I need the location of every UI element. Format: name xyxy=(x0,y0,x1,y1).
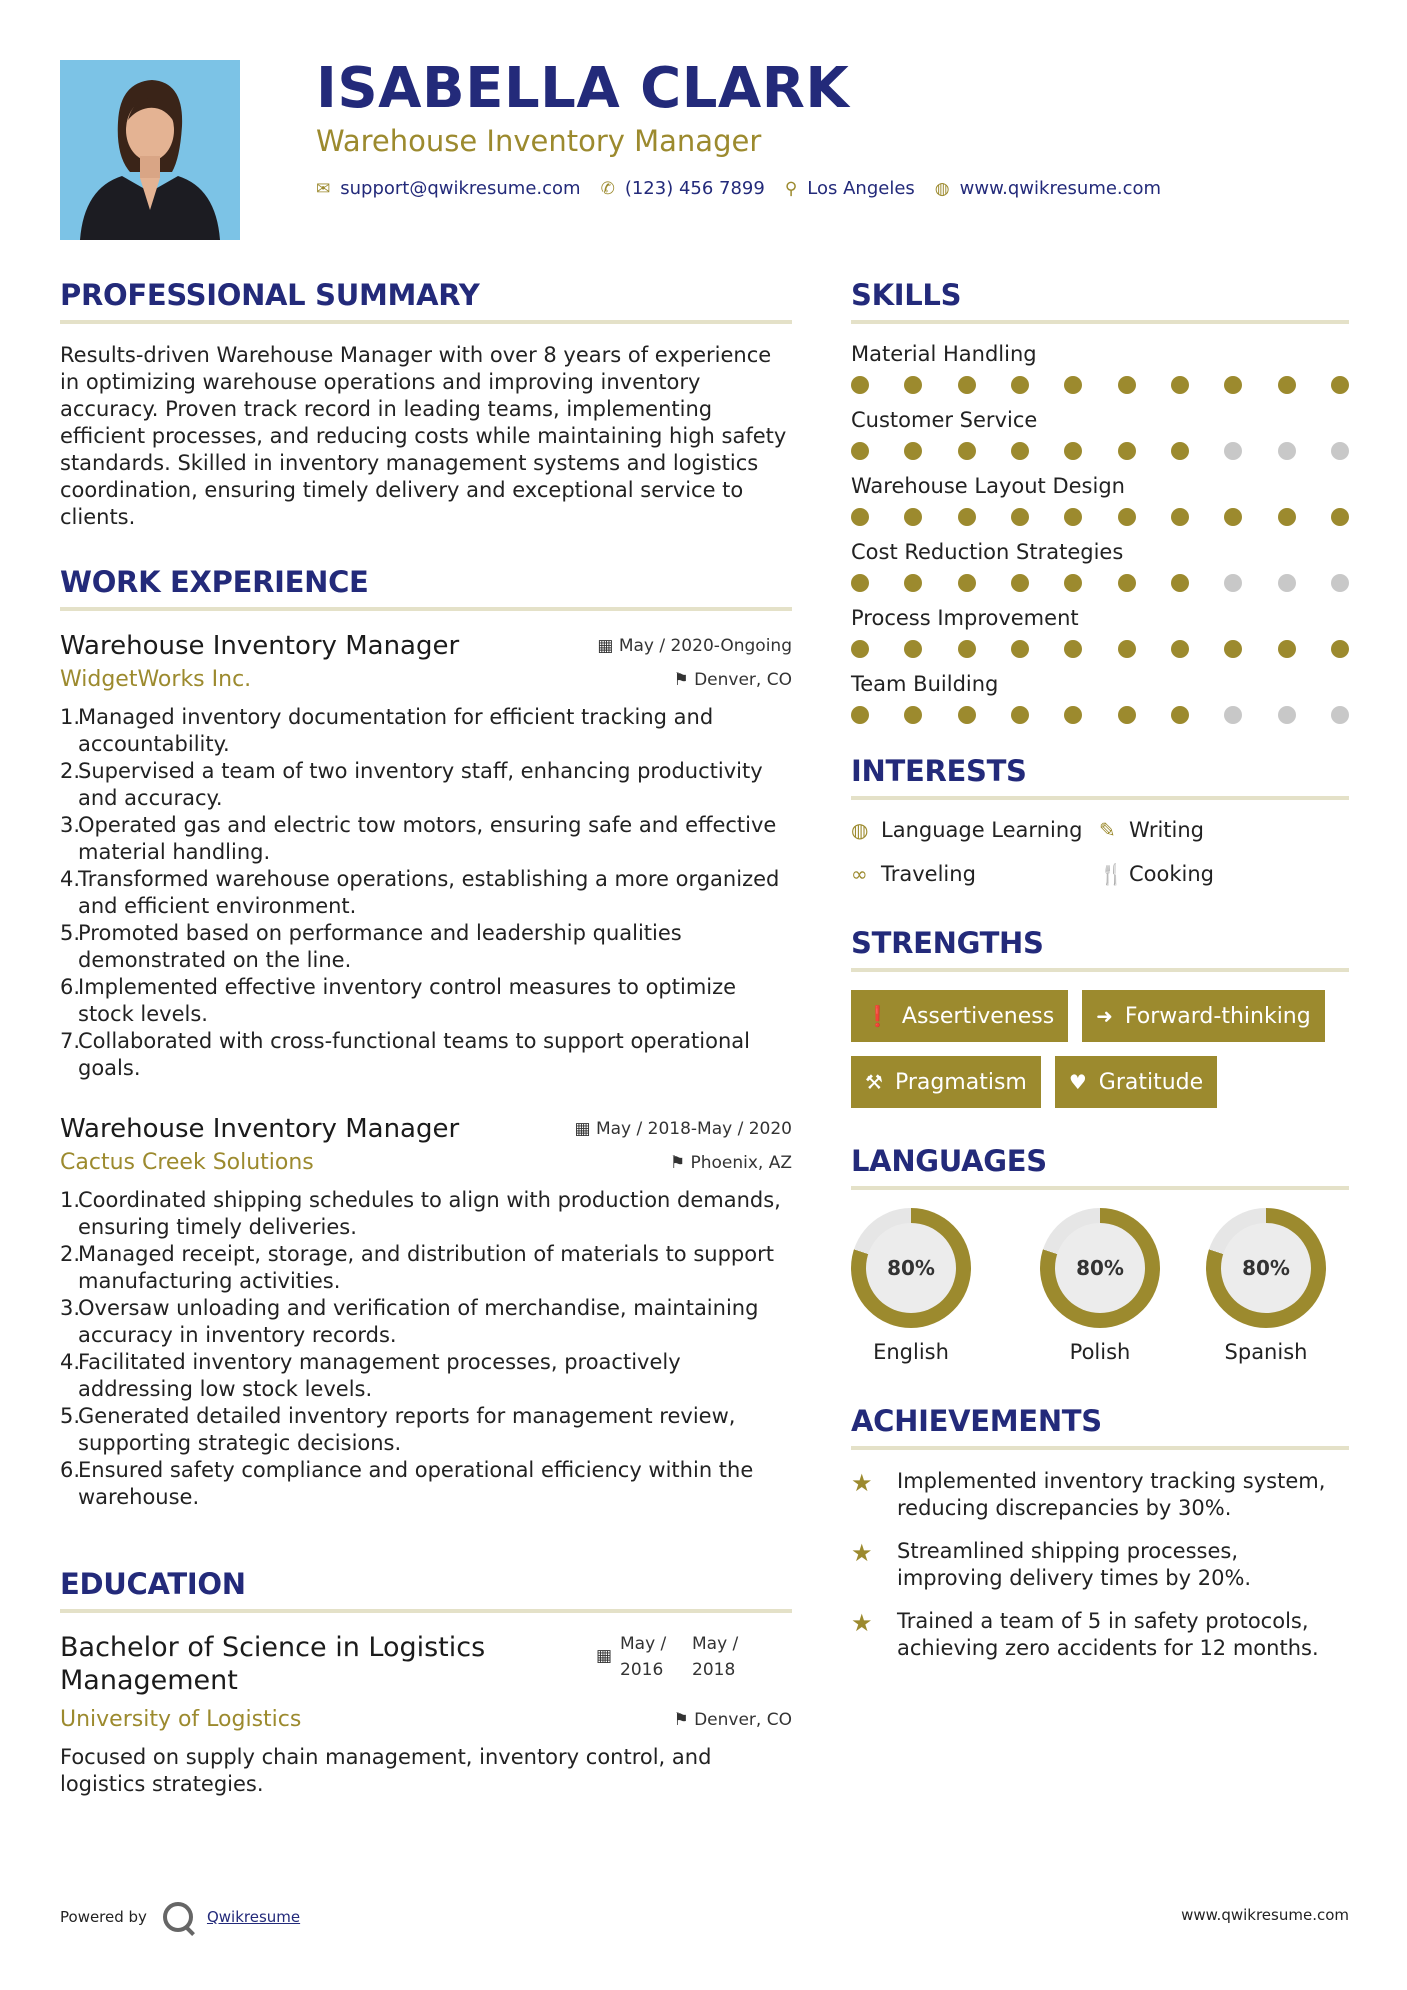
summary-heading: PROFESSIONAL SUMMARY xyxy=(60,278,792,324)
globe-icon: ◍ xyxy=(851,818,869,842)
education-location-text: Denver, CO xyxy=(694,1709,792,1730)
strength-badge xyxy=(851,990,1068,1042)
skill-dot xyxy=(1278,508,1296,526)
skill-dot xyxy=(1118,574,1136,592)
skill-dot xyxy=(1224,442,1242,460)
school-name: University of Logistics xyxy=(60,1707,302,1732)
job-dates xyxy=(575,1112,793,1140)
arrow-right-icon: ➜ xyxy=(1096,1004,1113,1028)
language-percent: 80% xyxy=(866,1223,956,1313)
skill-name: Customer Service xyxy=(851,408,1038,432)
achievement-item xyxy=(851,1468,1349,1522)
languages-heading: LANGUAGES xyxy=(851,1144,1349,1190)
list-item: Operated gas and electric tow motors, ensuring safe and effective material handling. xyxy=(78,813,777,864)
skill-dot xyxy=(1331,640,1349,658)
skill-dot xyxy=(1118,442,1136,460)
skill-rating xyxy=(851,442,1349,460)
language-ring xyxy=(851,1208,971,1328)
language-name: English xyxy=(873,1340,949,1364)
heart-icon: ♥ xyxy=(1068,1070,1087,1094)
skill-item xyxy=(851,474,1349,526)
skill-name: Warehouse Layout Design xyxy=(851,474,1125,498)
list-item: Oversaw unloading and verification of merchandise, maintaining accuracy in inventory records. xyxy=(78,1296,759,1347)
skill-dot xyxy=(1064,442,1082,460)
language-percent: 80% xyxy=(1221,1223,1311,1313)
job-dates-text: May / 2018-May / 2020 xyxy=(595,1119,792,1139)
skill-dot xyxy=(904,640,922,658)
language-name: Spanish xyxy=(1224,1340,1308,1364)
contact-location: Los Angeles xyxy=(807,178,915,199)
experience-heading: WORK EXPERIENCE xyxy=(60,565,792,611)
achievement-item xyxy=(851,1538,1349,1592)
skill-dot xyxy=(1064,574,1082,592)
skill-dot xyxy=(1064,376,1082,394)
candidate-name: ISABELLA CLARK xyxy=(316,56,850,121)
skill-dot xyxy=(1224,508,1242,526)
skill-dot xyxy=(1011,376,1029,394)
interest-item xyxy=(1099,862,1349,886)
calendar-icon: ▦ xyxy=(574,1119,596,1139)
strength-badge xyxy=(1082,990,1325,1042)
skill-dot xyxy=(1171,508,1189,526)
skill-dot xyxy=(1278,640,1296,658)
strength-badge xyxy=(851,1056,1041,1108)
skill-dot xyxy=(1224,706,1242,724)
skill-dot xyxy=(1278,706,1296,724)
job-entry xyxy=(60,1112,792,1511)
skill-item xyxy=(851,540,1349,592)
skill-dot xyxy=(904,706,922,724)
interest-label: Language Learning xyxy=(881,818,1083,842)
interests-heading: INTERESTS xyxy=(851,754,1349,800)
skill-dot xyxy=(851,574,869,592)
pushpin-icon: ⚑ xyxy=(669,1152,691,1173)
phone-icon: ✆ xyxy=(600,178,615,199)
pushpin-icon: ⚑ xyxy=(673,669,695,690)
skill-item xyxy=(851,672,1349,724)
footer-powered xyxy=(60,1902,300,1932)
portrait-image xyxy=(60,60,240,240)
contact-website[interactable]: www.qwikresume.com xyxy=(959,178,1162,199)
exclamation-circle-icon: ❗ xyxy=(865,1004,890,1028)
calendar-icon: ▦ xyxy=(597,636,619,656)
skill-item xyxy=(851,342,1349,394)
language-percent: 80% xyxy=(1055,1223,1145,1313)
skill-dot xyxy=(1064,706,1082,724)
brand-link[interactable]: Qwikresume xyxy=(206,1908,301,1926)
skill-dot xyxy=(1064,508,1082,526)
hammer-icon: ⚒ xyxy=(865,1070,883,1094)
summary-text: Results-driven Warehouse Manager with over 8 years of experience in optimizing warehouse operations and improving inventory accuracy. Proven track record in leading teams, implementing efficient processes, and reducing costs while maintaining high safety standards. Skilled in inventory management systems and logistics coordination, ensuring timely delivery and exceptional service to clients. xyxy=(60,343,787,529)
language-item xyxy=(851,1208,1017,1364)
job-location xyxy=(673,670,792,690)
achievement-text: Trained a team of 5 in safety protocols, achieving zero accidents for 12 months. xyxy=(897,1609,1319,1660)
skill-dot xyxy=(851,442,869,460)
education-heading: EDUCATION xyxy=(60,1567,792,1613)
interest-label: Traveling xyxy=(881,862,976,886)
skill-dot xyxy=(904,442,922,460)
skill-dot xyxy=(1171,376,1189,394)
skill-dot xyxy=(958,376,976,394)
star-icon: ★ xyxy=(851,1539,873,1567)
skill-rating xyxy=(851,508,1349,526)
list-item: Transformed warehouse operations, establishing a more organized and efficient environment. xyxy=(78,867,780,918)
strength-label: Pragmatism xyxy=(894,1069,1027,1095)
list-item: Supervised a team of two inventory staff, enhancing productivity and accuracy. xyxy=(78,759,763,810)
education-end: May / 2018 xyxy=(692,1634,739,1680)
skill-name: Process Improvement xyxy=(851,606,1079,630)
skill-dot xyxy=(1171,442,1189,460)
contact-bar xyxy=(316,178,1181,199)
interest-item xyxy=(851,862,1099,886)
qwikresume-logo-icon xyxy=(163,1902,193,1932)
powered-by-text: Powered by xyxy=(60,1908,147,1926)
languages-list xyxy=(851,1208,1349,1364)
skill-dot xyxy=(1011,574,1029,592)
skill-dot xyxy=(851,706,869,724)
job-location xyxy=(670,1153,792,1173)
skill-item xyxy=(851,408,1349,460)
skill-name: Cost Reduction Strategies xyxy=(851,540,1124,564)
pencil-icon: ✎ xyxy=(1099,818,1116,842)
pushpin-icon: ⚑ xyxy=(673,1709,695,1730)
skill-rating xyxy=(851,640,1349,658)
strength-label: Forward-thinking xyxy=(1124,1003,1311,1029)
skill-dot xyxy=(851,376,869,394)
language-ring xyxy=(1040,1208,1160,1328)
job-dates-text: May / 2020-Ongoing xyxy=(618,636,792,656)
achievement-item xyxy=(851,1608,1349,1662)
interest-label: Cooking xyxy=(1129,862,1214,886)
skill-dot xyxy=(958,706,976,724)
binoculars-icon: ∞ xyxy=(851,862,868,886)
skill-dot xyxy=(1224,574,1242,592)
interest-label: Writing xyxy=(1129,818,1204,842)
skill-dot xyxy=(1278,574,1296,592)
strengths-heading: STRENGTHS xyxy=(851,926,1349,972)
skill-name: Team Building xyxy=(851,672,999,696)
education-start: May / 2016 xyxy=(620,1634,667,1680)
achievements-heading: ACHIEVEMENTS xyxy=(851,1404,1349,1450)
strength-badge xyxy=(1055,1056,1217,1108)
skill-dot xyxy=(904,376,922,394)
left-column xyxy=(60,278,792,1798)
utensils-icon: 🍴 xyxy=(1099,862,1124,886)
list-item: Coordinated shipping schedules to align with production demands, ensuring timely deliveries. xyxy=(78,1188,781,1239)
skill-dot xyxy=(904,574,922,592)
right-column xyxy=(851,278,1349,1678)
job-location-text: Denver, CO xyxy=(694,669,792,690)
skill-dot xyxy=(1118,376,1136,394)
star-icon: ★ xyxy=(851,1469,873,1497)
interest-item xyxy=(1099,818,1349,842)
skill-dot xyxy=(958,640,976,658)
skills-list xyxy=(851,342,1349,724)
skill-dot xyxy=(1224,376,1242,394)
skill-rating xyxy=(851,376,1349,394)
education-description: Focused on supply chain management, inventory control, and logistics strategies. xyxy=(60,1745,712,1796)
list-item: Promoted based on performance and leadership qualities demonstrated on the line. xyxy=(78,921,682,972)
job-title: Warehouse Inventory Manager xyxy=(60,631,460,661)
skill-dot xyxy=(1331,706,1349,724)
skill-dot xyxy=(1011,508,1029,526)
list-item: Managed receipt, storage, and distribution of materials to support manufacturing activities. xyxy=(78,1242,774,1293)
strengths-list xyxy=(851,990,1349,1108)
skill-dot xyxy=(1171,706,1189,724)
skill-rating xyxy=(851,706,1349,724)
skills-heading: SKILLS xyxy=(851,278,1349,324)
interests-list xyxy=(851,818,1349,886)
job-entry xyxy=(60,629,792,1082)
education-location xyxy=(673,1710,792,1730)
language-name: Polish xyxy=(1069,1340,1131,1364)
list-item: Managed inventory documentation for efficient tracking and accountability. xyxy=(78,705,714,756)
skill-dot xyxy=(1278,376,1296,394)
skill-dot xyxy=(851,640,869,658)
list-item: Facilitated inventory management processes, proactively addressing low stock levels. xyxy=(78,1350,681,1401)
job-title: Warehouse Inventory Manager xyxy=(60,1114,460,1144)
strength-label: Gratitude xyxy=(1098,1069,1204,1095)
contact-phone[interactable]: (123) 456 7899 xyxy=(624,178,765,199)
calendar-icon: ▦ xyxy=(595,1646,612,1666)
skill-dot xyxy=(958,442,976,460)
skill-dot xyxy=(1118,508,1136,526)
list-item: Generated detailed inventory reports for management review, supporting strategic decisions. xyxy=(78,1404,736,1455)
language-ring xyxy=(1206,1208,1326,1328)
language-item xyxy=(1017,1208,1183,1364)
footer-url[interactable]: www.qwikresume.com xyxy=(1181,1906,1349,1924)
skill-rating xyxy=(851,574,1349,592)
skill-dot xyxy=(1171,574,1189,592)
skill-dot xyxy=(1224,640,1242,658)
job-dates xyxy=(597,629,792,657)
skill-dot xyxy=(1118,640,1136,658)
globe-icon: ◍ xyxy=(934,178,950,199)
star-icon: ★ xyxy=(851,1609,873,1637)
job-location-text: Phoenix, AZ xyxy=(690,1152,792,1173)
education-dates xyxy=(596,1631,792,1683)
job-bullets xyxy=(60,704,792,1082)
list-item: Ensured safety compliance and operational efficiency within the warehouse. xyxy=(78,1458,754,1509)
achievement-text: Streamlined shipping processes, improving delivery times by 20%. xyxy=(897,1539,1252,1590)
list-item: Collaborated with cross-functional teams to support operational goals. xyxy=(78,1029,750,1080)
skill-dot xyxy=(851,508,869,526)
language-item xyxy=(1183,1208,1349,1364)
achievement-text: Implemented inventory tracking system, reducing discrepancies by 30%. xyxy=(897,1469,1326,1520)
skill-dot xyxy=(958,574,976,592)
skill-dot xyxy=(958,508,976,526)
skill-dot xyxy=(1064,640,1082,658)
achievements-list xyxy=(851,1468,1349,1662)
skill-dot xyxy=(1331,574,1349,592)
skill-dot xyxy=(1118,706,1136,724)
skill-dot xyxy=(1278,442,1296,460)
skill-dot xyxy=(1331,376,1349,394)
skill-dot xyxy=(1331,508,1349,526)
skill-dot xyxy=(1331,442,1349,460)
skill-dot xyxy=(1171,640,1189,658)
skill-dot xyxy=(1011,706,1029,724)
job-bullets xyxy=(60,1187,792,1511)
contact-email[interactable]: support@qwikresume.com xyxy=(340,178,581,199)
profile-photo xyxy=(60,60,240,240)
strength-label: Assertiveness xyxy=(901,1003,1055,1029)
map-pin-icon: ⚲ xyxy=(784,178,798,199)
skill-dot xyxy=(1011,442,1029,460)
candidate-title: Warehouse Inventory Manager xyxy=(316,124,762,158)
skill-dot xyxy=(904,508,922,526)
list-item: Implemented effective inventory control measures to optimize stock levels. xyxy=(78,975,737,1026)
skill-item xyxy=(851,606,1349,658)
skill-dot xyxy=(1011,640,1029,658)
interest-item xyxy=(851,818,1099,842)
skill-name: Material Handling xyxy=(851,342,1037,366)
envelope-icon: ✉ xyxy=(316,178,331,199)
company-name: WidgetWorks Inc. xyxy=(60,667,252,692)
degree-title: Bachelor of Science in Logistics Management xyxy=(60,1632,486,1696)
company-name: Cactus Creek Solutions xyxy=(60,1150,314,1175)
